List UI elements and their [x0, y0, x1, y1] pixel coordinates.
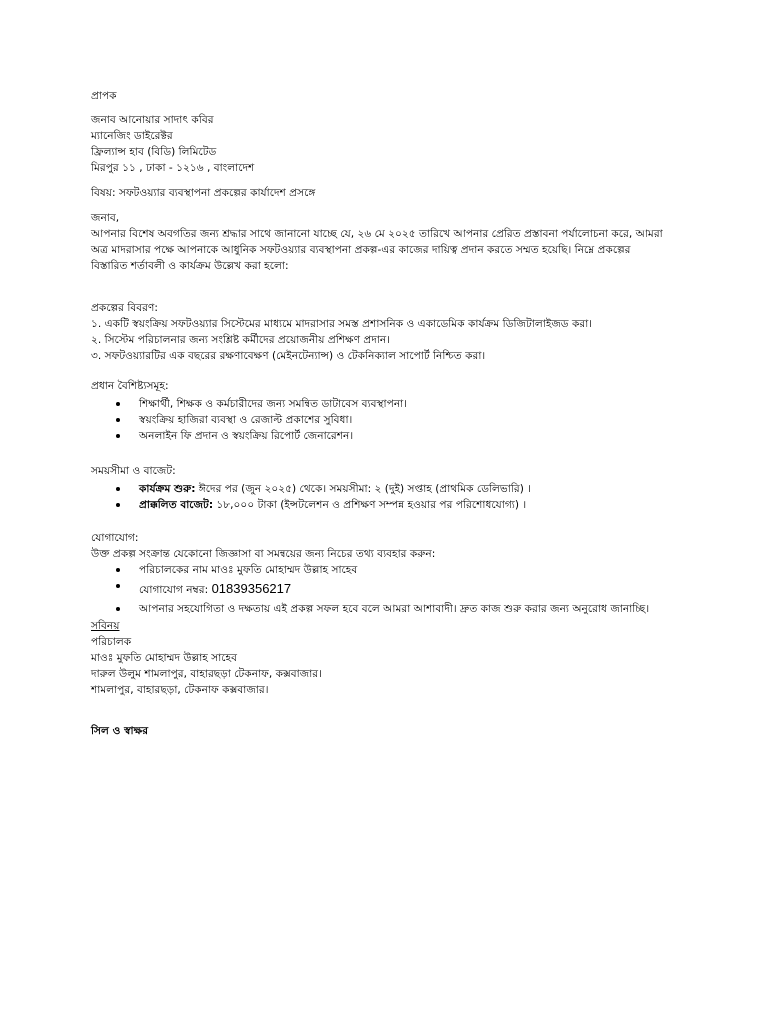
start-text: ঈদের পর (জুন ২০২৫) থেকে। সময়সীমা: ২ (দুই) সপ্তাহ (প্রাথমিক ডেলিভারি) । [195, 483, 532, 495]
contact-section [91, 530, 691, 617]
letter-body [91, 210, 691, 274]
signer-title: পরিচালক [91, 636, 132, 648]
timeline-budget-item [91, 497, 691, 513]
timeline-section [91, 463, 691, 513]
seal-signature [91, 723, 691, 739]
recipient-block [91, 112, 691, 176]
subject-text: বিষয়: সফটওয়্যার ব্যবস্থাপনা প্রকল্পের কার্যাদেশ প্রসঙ্গে [91, 187, 316, 199]
start-label: কার্যক্রম শুরু: [139, 483, 196, 495]
subject-line [91, 185, 691, 201]
timeline-start-item [91, 481, 691, 497]
contact-heading: যোগাযোগ: [91, 532, 139, 544]
body-line-2: অত্র মাদরাসার পক্ষে আপনাকে আধুনিক সফটওয়্যার ব্যবস্থাপনা প্রকল্প-এর কাজের দায়িত্ব প্রদান করতে সম্মত হয়েছি। নিম্নে প্রকল্পের [91, 244, 631, 256]
recipient-heading-text: প্রাপক [91, 90, 117, 102]
contact-phone [91, 578, 691, 601]
contact-director: পরিচালকের নাম মাওঃ মুফতি মোহাম্মদ উল্লাহ সাহেব [91, 562, 691, 578]
recipient-company: ফ্রিল্যান্স হাব (বিডি) লিমিটেড [91, 146, 217, 158]
recipient-address: মিরপুর ১১ , ঢাকা - ১২১৬ , বাংলাদেশ [91, 162, 255, 174]
regards: সবিনয় [91, 620, 120, 632]
body-line-3: বিস্তারিত শর্তাবলী ও কার্যক্রম উল্লেখ করা হলো: [91, 260, 289, 272]
recipient-designation: ম্যানেজিং ডাইরেক্টর [91, 130, 173, 142]
project-item: ২. সিস্টেম পরিচালনার জন্য সংশ্লিষ্ট কর্মীদের প্রয়োজনীয় প্রশিক্ষণ প্রদান। [91, 334, 391, 346]
project-section [91, 300, 691, 364]
phone-number: 01839356217 [211, 581, 292, 596]
contact-closing: আপনার সহযোগিতা ও দক্ষতায় এই প্রকল্প সফল হবে বলে আমরা আশাবাদী। দ্রুত কাজ শুরু করার জন্য অনুরোধ জানাচ্ছি। [91, 601, 691, 617]
body-line-1: আপনার বিশেষ অবগতির জন্য শ্রদ্ধার সাথে জানানো যাচ্ছে যে, ২৬ মে ২০২৫ তারিখে আপনার প্রেরিত প্রস্তাবনা পর্যালোচনা করে, আমরা [91, 228, 663, 240]
features-section [91, 378, 691, 444]
timeline-heading: সময়সীমা ও বাজেট: [91, 465, 176, 477]
recipient-name: জনাব আনোয়ার সাদাৎ কবির [91, 114, 214, 126]
signoff-block [91, 618, 691, 698]
budget-text: ১৮,০০০ টাকা (ইন্সটলেশন ও প্রশিক্ষণ সম্পন্ন হওয়ার পর পরিশোধযোগ্য) । [213, 499, 527, 511]
signer-address-1: দারুল উলুম শামলাপুর, বাহারছড়া টেকনাফ, কক্সবাজার। [91, 668, 322, 680]
project-item: ৩. সফটওয়্যারটির এক বছরের রক্ষণাবেক্ষণ (মেইনটেন্যান্স) ও টেকনিক্যাল সাপোর্ট নিশ্চিত করা। [91, 350, 486, 362]
phone-label: যোগাযোগ নম্বর: [139, 584, 209, 596]
signer-name: মাওঃ মুফতি মোহাম্মদ উল্লাহ সাহেব [91, 652, 238, 664]
contact-intro: উক্ত প্রকল্প সংক্রান্ত যেকোনো জিজ্ঞাসা বা সমন্বয়ের জন্য নিচের তথ্য ব্যবহার করুন: [91, 548, 436, 560]
feature-item: শিক্ষার্থী, শিক্ষক ও কর্মচারীদের জন্য সমন্বিত ডাটাবেস ব্যবস্থাপনা। [91, 396, 691, 412]
budget-label: প্রাক্কলিত বাজেট: [139, 499, 214, 511]
project-item: ১. একটি স্বয়ংক্রিয় সফটওয়্যার সিস্টেমের মাধ্যমে মাদরাসার সমস্ত প্রশাসনিক ও একাডেমিক কার্যক্রম ডিজিটালাইজড করা। [91, 318, 593, 330]
seal-label: সিল ও স্বাক্ষর [91, 725, 149, 737]
signer-address-2: শামলাপুর, বাহারছড়া, টেকনাফ কক্সবাজার। [91, 684, 269, 696]
project-heading: প্রকল্পের বিবরণ: [91, 302, 158, 314]
recipient-heading [91, 88, 691, 104]
features-heading: প্রধান বৈশিষ্ট্যসমূহ: [91, 380, 169, 392]
salutation: জনাব, [91, 212, 120, 224]
feature-item: অনলাইন ফি প্রদান ও স্বয়ংক্রিয় রিপোর্ট জেনারেশন। [91, 428, 691, 444]
feature-item: স্বয়ংক্রিয় হাজিরা ব্যবস্থা ও রেজাল্ট প্রকাশের সুবিধা। [91, 412, 691, 428]
